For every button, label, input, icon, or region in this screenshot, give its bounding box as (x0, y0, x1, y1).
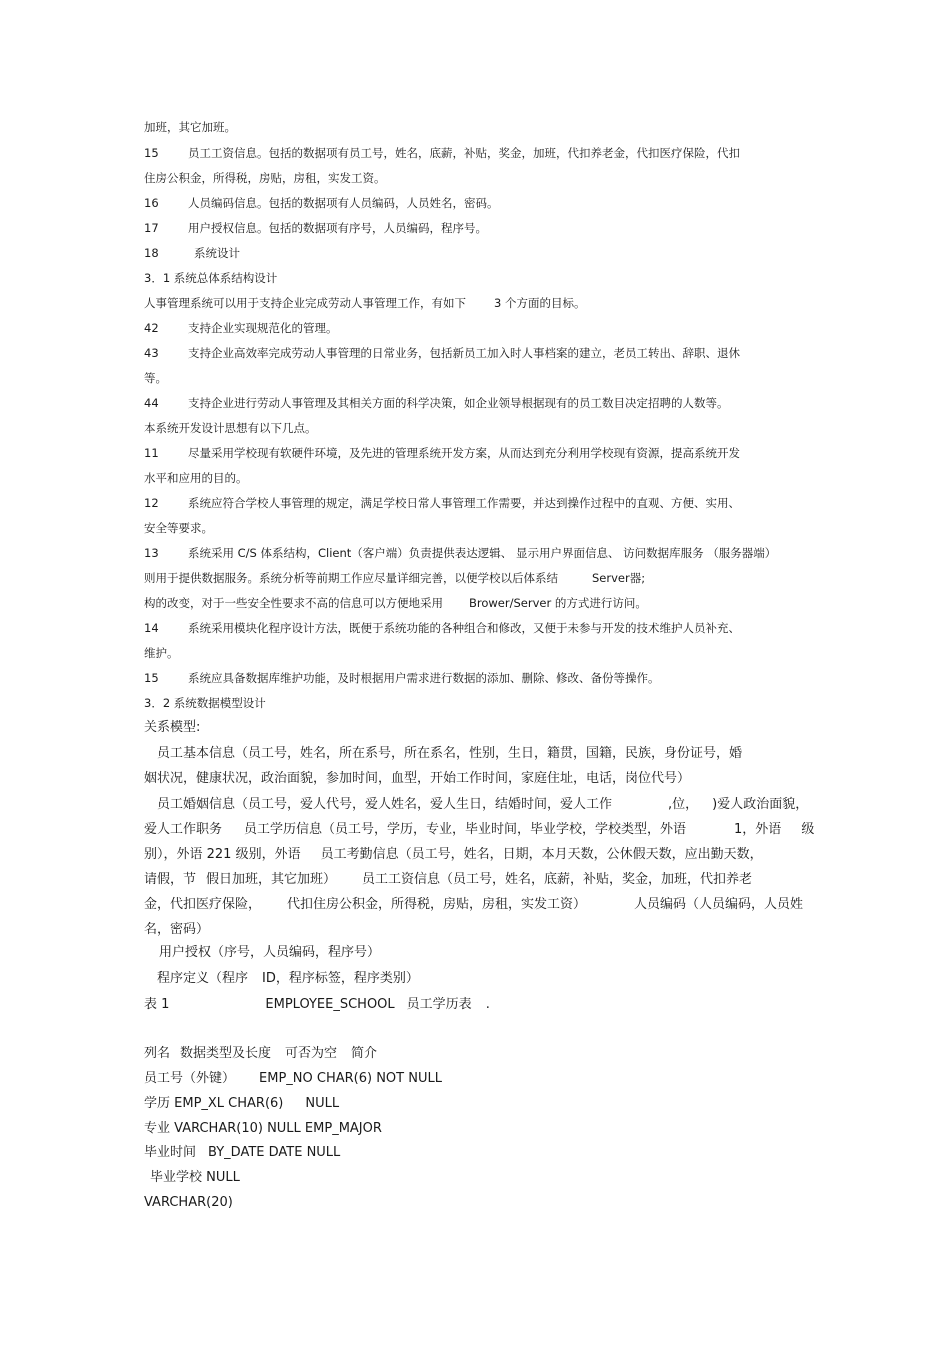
table-row: 毕业时间 BY_DATE DATE NULL (144, 1145, 341, 1160)
table-row: VARCHAR(20) (144, 1195, 233, 1210)
text-line: 程序定义（程序 ID，程序标签，程序类别） (157, 971, 419, 986)
item-number: 15 (144, 671, 159, 685)
text-line: 人事管理系统可以用于支持企业完成劳动人事管理工作，有如下 3 个方面的目标。 (144, 296, 586, 310)
text-line: 加班，其它加班。 (144, 120, 236, 134)
text-line: 住房公积金，所得税，房贴，房租，实发工资。 (144, 171, 386, 185)
text-line: 关系模型: (144, 720, 201, 735)
text-line: 请假，节 假日加班，其它加班） 员工工资信息（员工号，姓名，底薪，补贴，奖金，加班，代扣养老 (144, 872, 753, 887)
list-item: 12 系统应符合学校人事管理的规定，满足学校日常人事管理工作需要，并达到操作过程中的直观、方便、实用、 (144, 496, 740, 510)
section-heading: 18 系统设计 (144, 246, 240, 260)
list-item: 15 员工工资信息。包括的数据项有员工号，姓名，底薪，补贴，奖金，加班，代扣养老金，代扣医疗保险，代扣 (144, 146, 740, 160)
list-item: 17 用户授权信息。包括的数据项有序号，人员编码，程序号。 (144, 221, 487, 235)
text-line: 姻状况，健康状况，政治面貌，参加时间，血型，开始工作时间，家庭住址，电话，岗位代号） (144, 771, 691, 786)
list-item: 44 支持企业进行劳动人事管理及其相关方面的科学决策，如企业领导根据现有的员工数目决定招聘的人数等。 (144, 396, 729, 410)
item-number: 13 (144, 546, 159, 560)
table-row: 学历 EMP_XL CHAR(6) NULL (144, 1096, 340, 1111)
item-number: 42 (144, 321, 159, 335)
text-line: 员工基本信息（员工号，姓名，所在系号，所在系名，性别，生日，籍贯，国籍，民族，身份证号，婚 (157, 746, 743, 761)
text-line: 则用于提供数据服务。系统分析等前期工作应尽量详细完善，以便学校以后体系结 Server器; (144, 571, 646, 585)
text-line: 用户授权（序号，人员编码，程序号） (159, 945, 381, 960)
list-item: 16 人员编码信息。包括的数据项有人员编码，人员姓名，密码。 (144, 196, 499, 210)
text-line: 等。 (144, 371, 167, 385)
table-row: 员工号（外键） EMP_NO CHAR(6) NOT NULL (144, 1071, 442, 1086)
text-line: 水平和应用的目的。 (144, 471, 248, 485)
text-line: 维护。 (144, 646, 179, 660)
text-line: 名，密码） (144, 922, 210, 937)
list-item: 13 系统采用 C/S 体系结构，Client（客户端）负责提供表达逻辑、 显示用户界面信息、 访问数据库服务 （服务器端） (144, 546, 777, 560)
table-row: 毕业学校 NULL (150, 1170, 240, 1185)
text-line: 别），外语 221 级别，外语 员工考勤信息（员工号，姓名，日期，本月天数，公休假天数，应出勤天数， (144, 847, 763, 862)
list-item: 43 支持企业高效率完成劳动人事管理的日常业务，包括新员工加入时人事档案的建立，老员工转出、辞职、退休 (144, 346, 740, 360)
list-item: 42 支持企业实现规范化的管理。 (144, 321, 338, 335)
text-line: 本系统开发设计思想有以下几点。 (144, 421, 317, 435)
text-line: 员工婚姻信息（员工号，爱人代号，爱人姓名，爱人生日，结婚时间，爱人工作 ,位， )爱人政治面貌， (157, 797, 809, 812)
text-line: 爱人工作职务 员工学历信息（员工号，学历，专业，毕业时间，毕业学校，学校类型，外语 1，外语 级 (144, 822, 815, 837)
table-row: 专业 VARCHAR(10) NULL EMP_MAJOR (144, 1121, 382, 1136)
item-number: 15 (144, 146, 159, 160)
subsection-heading: 3．1 系统总体系结构设计 (144, 271, 278, 285)
item-number: 11 (144, 446, 159, 460)
item-number: 43 (144, 346, 159, 360)
item-number: 12 (144, 496, 159, 510)
text-line: 安全等要求。 (144, 521, 213, 535)
list-item: 15 系统应具备数据库维护功能，及时根据用户需求进行数据的添加、删除、修改、备份等操作。 (144, 671, 660, 685)
item-number: 16 (144, 196, 159, 210)
item-number: 17 (144, 221, 159, 235)
text-line: 构的改变，对于一些安全性要求不高的信息可以方便地采用 Brower/Server 的方式进行访问。 (144, 596, 647, 610)
item-number: 18 (144, 246, 159, 260)
list-item: 11 尽量采用学校现有软硬件环境，及先进的管理系统开发方案，从而达到充分利用学校现有资源，提高系统开发 (144, 446, 740, 460)
text-line: 金，代扣医疗保险， 代扣住房公积金，所得税，房贴，房租，实发工资） 人员编码（人员编码，人员姓 (144, 897, 804, 912)
table-caption: 表 1 EMPLOYEE_SCHOOL 员工学历表 . (144, 997, 490, 1012)
table-header: 列名 数据类型及长度 可否为空 简介 (144, 1046, 378, 1061)
item-number: 14 (144, 621, 159, 635)
list-item: 14 系统采用模块化程序设计方法，既便于系统功能的各种组合和修改，又便于未参与开发的技术维护人员补充、 (144, 621, 740, 635)
item-number: 44 (144, 396, 159, 410)
subsection-heading: 3．2 系统数据模型设计 (144, 696, 266, 710)
